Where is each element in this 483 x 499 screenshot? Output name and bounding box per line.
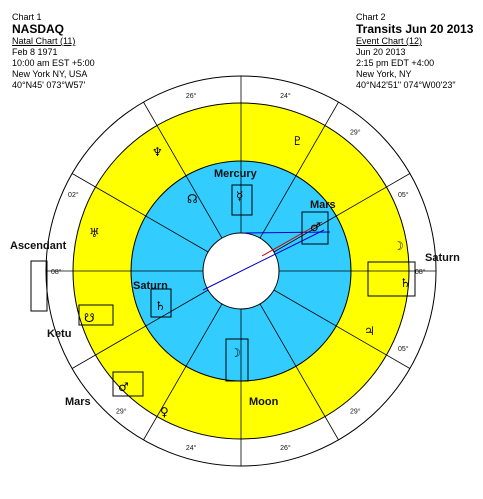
mercury-glyph-icon: ☿ xyxy=(236,189,244,203)
chart2-place: New York, NY xyxy=(356,69,412,79)
ascendant-box xyxy=(31,261,47,311)
chart1-place: New York NY, USA xyxy=(12,69,88,79)
outer-degree-label: 29° xyxy=(349,129,361,137)
chart1-name: NASDAQ xyxy=(12,22,65,36)
mars-lower-glyph-icon: ♂ xyxy=(118,380,129,394)
node-glyph-icon: ☊ xyxy=(187,192,198,206)
venus-glyph-icon: ♀ xyxy=(160,405,169,419)
outer-degree-label: 24° xyxy=(185,444,197,452)
label-moon: Moon xyxy=(249,396,279,408)
outer-degree-label: 26° xyxy=(185,93,197,101)
outer-degree-label: 02° xyxy=(68,192,79,200)
label-mars-lower: Mars xyxy=(65,396,91,408)
chart2-type: Event Chart (12) xyxy=(356,36,423,46)
neptune-glyph-icon: ♆ xyxy=(152,145,163,159)
label-ketu: Ketu xyxy=(47,328,72,340)
jupiter-glyph-icon: ♃ xyxy=(364,324,375,338)
chart2-label: Chart 2 xyxy=(356,12,386,22)
chart1-time: 10:00 am EST +5:00 xyxy=(12,58,95,68)
ketu-glyph-icon: ☋ xyxy=(84,311,95,325)
outer-degree-label: 26° xyxy=(280,444,291,452)
chart1-type: Natal Chart (11) xyxy=(12,36,76,46)
chart1-date: Feb 8 1971 xyxy=(12,47,58,57)
label-mercury: Mercury xyxy=(214,168,257,180)
chart2-name: Transits Jun 20 2013 xyxy=(356,22,474,36)
outer-degree-label: 05° xyxy=(397,345,409,353)
uranus-glyph-icon: ♅ xyxy=(89,226,100,240)
saturn-natal-glyph-icon: ♄ xyxy=(155,299,166,313)
moon-natal-glyph-icon: ☽ xyxy=(230,346,241,360)
outer-degree-label: 29° xyxy=(116,408,127,416)
outer-degree-label: 08° xyxy=(51,269,62,276)
outer-degree-label: 05° xyxy=(397,192,409,200)
outer-degree-label: 29° xyxy=(349,408,361,416)
outer-degree-label: 24° xyxy=(280,93,291,101)
chart2-date: Jun 20 2013 xyxy=(356,47,406,57)
saturn-transit-glyph-icon: ♄ xyxy=(400,276,411,290)
mars-upper-glyph-icon: ♂ xyxy=(310,220,321,234)
label-saturn-natal: Saturn xyxy=(133,280,168,292)
label-mars-upper: Mars xyxy=(310,199,336,211)
chart2-coords: 40°N42'51" 074°W00'23" xyxy=(356,80,456,90)
label-ascendant: Ascendant xyxy=(10,240,67,252)
chart2-time: 2:15 pm EDT +4:00 xyxy=(356,58,435,68)
label-saturn-transit: Saturn xyxy=(425,252,460,264)
chart1-coords: 40°N45' 073°W57' xyxy=(12,80,86,90)
moon-transit-glyph-icon: ☽ xyxy=(393,239,404,253)
pluto-glyph-icon: ♇ xyxy=(292,134,303,148)
chart1-label: Chart 1 xyxy=(12,12,42,22)
outer-degree-label: 08° xyxy=(415,269,426,276)
